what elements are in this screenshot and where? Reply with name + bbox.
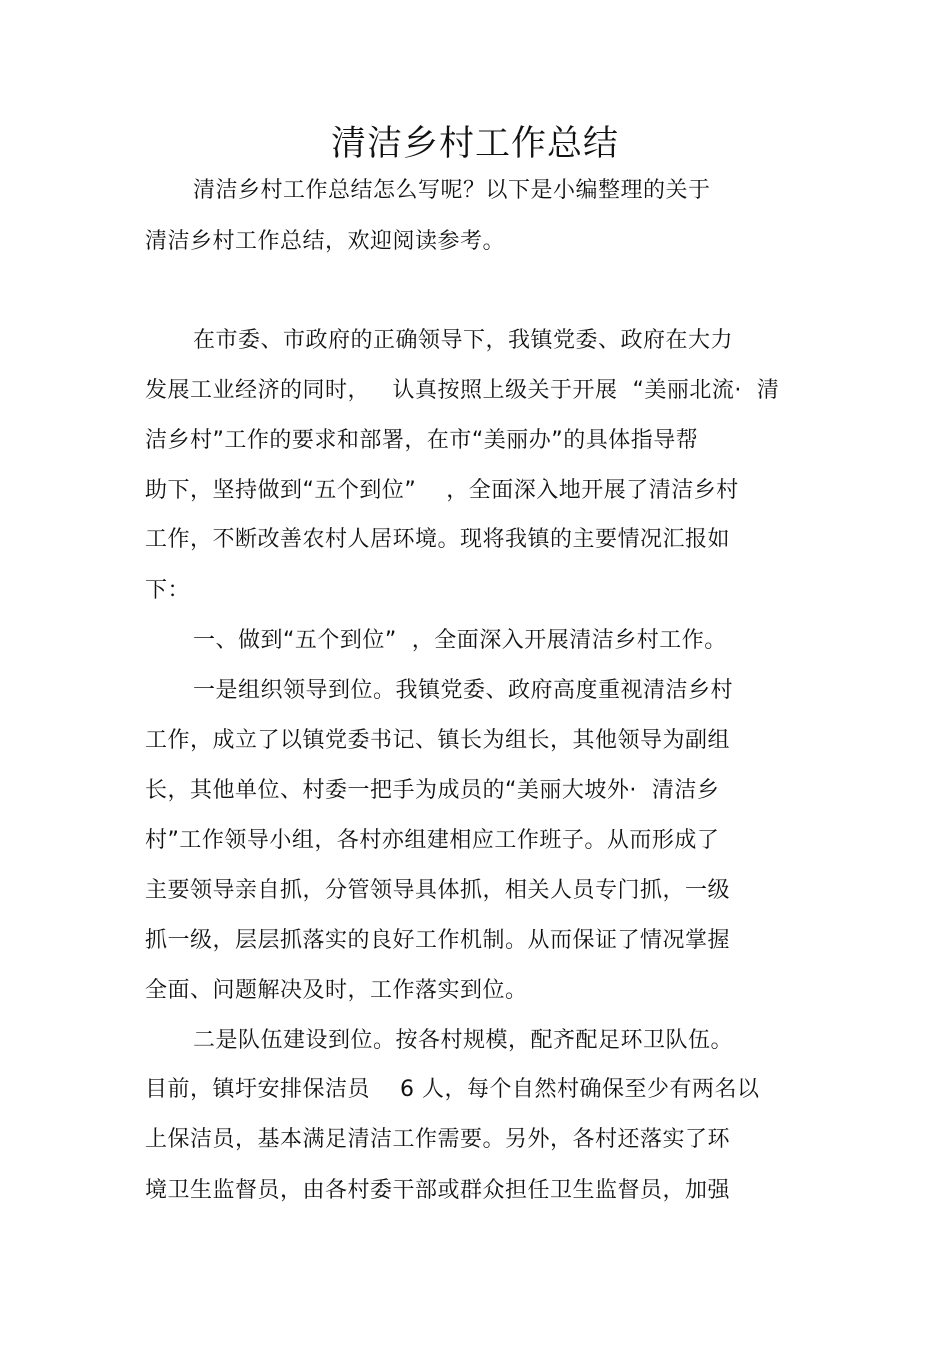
text-line: 清洁乡村工作总结怎么写呢？以下是小编整理的关于 [193,178,711,203]
text-line: 境卫生监督员，由各村委干部或群众担任卫生监督员，加强 [145,1178,731,1203]
text-line: 工作，不断改善农村人居环境。现将我镇的主要情况汇报如 [145,527,731,552]
text-line: 主要领导亲自抓，分管领导具体抓，相关人员专门抓，一级 [145,878,731,903]
text-line: 上保洁员，基本满足清洁工作需要。另外，各村还落实了环 [145,1127,731,1152]
text-line: 长，其他单位、村委一把手为成员的“美丽大坡外· 清洁乡 [145,778,720,803]
text-line: 在市委、市政府的正确领导下，我镇党委、政府在大力 [193,328,734,353]
text-line: 工作，成立了以镇党委书记、镇长为组长，其他领导为副组 [145,728,731,753]
document-title: 清洁乡村工作总结 [330,124,619,164]
text-line: 二是队伍建设到位。按各村规模，配齐配足环卫队伍。 [193,1028,734,1053]
text-line: 下： [145,578,191,603]
text-line: 全面、问题解决及时，工作落实到位。 [145,978,528,1003]
text-line: 一、做到“五个到位” ，全面深入开展清洁乡村工作。 [193,628,727,653]
text-line: 助下，坚持做到“五个到位” ，全面深入地开展了清洁乡村 [145,478,739,503]
text-line: 清洁乡村工作总结，欢迎阅读参考。 [145,229,506,254]
text-line: 抓一级，层层抓落实的良好工作机制。从而保证了情况掌握 [145,928,731,953]
text-line: 目前，镇圩安排保洁员 6 人，每个自然村确保至少有两名以 [145,1077,760,1102]
text-line: 村”工作领导小组，各村亦组建相应工作班子。从而形成了 [145,828,720,853]
text-line: 一是组织领导到位。我镇党委、政府高度重视清洁乡村 [193,678,734,703]
text-line: 洁乡村”工作的要求和部署，在市“美丽办”的具体指导帮 [145,428,699,453]
text-line: 发展工业经济的同时， 认真按照上级关于开展 “美丽北流· 清 [145,378,780,403]
